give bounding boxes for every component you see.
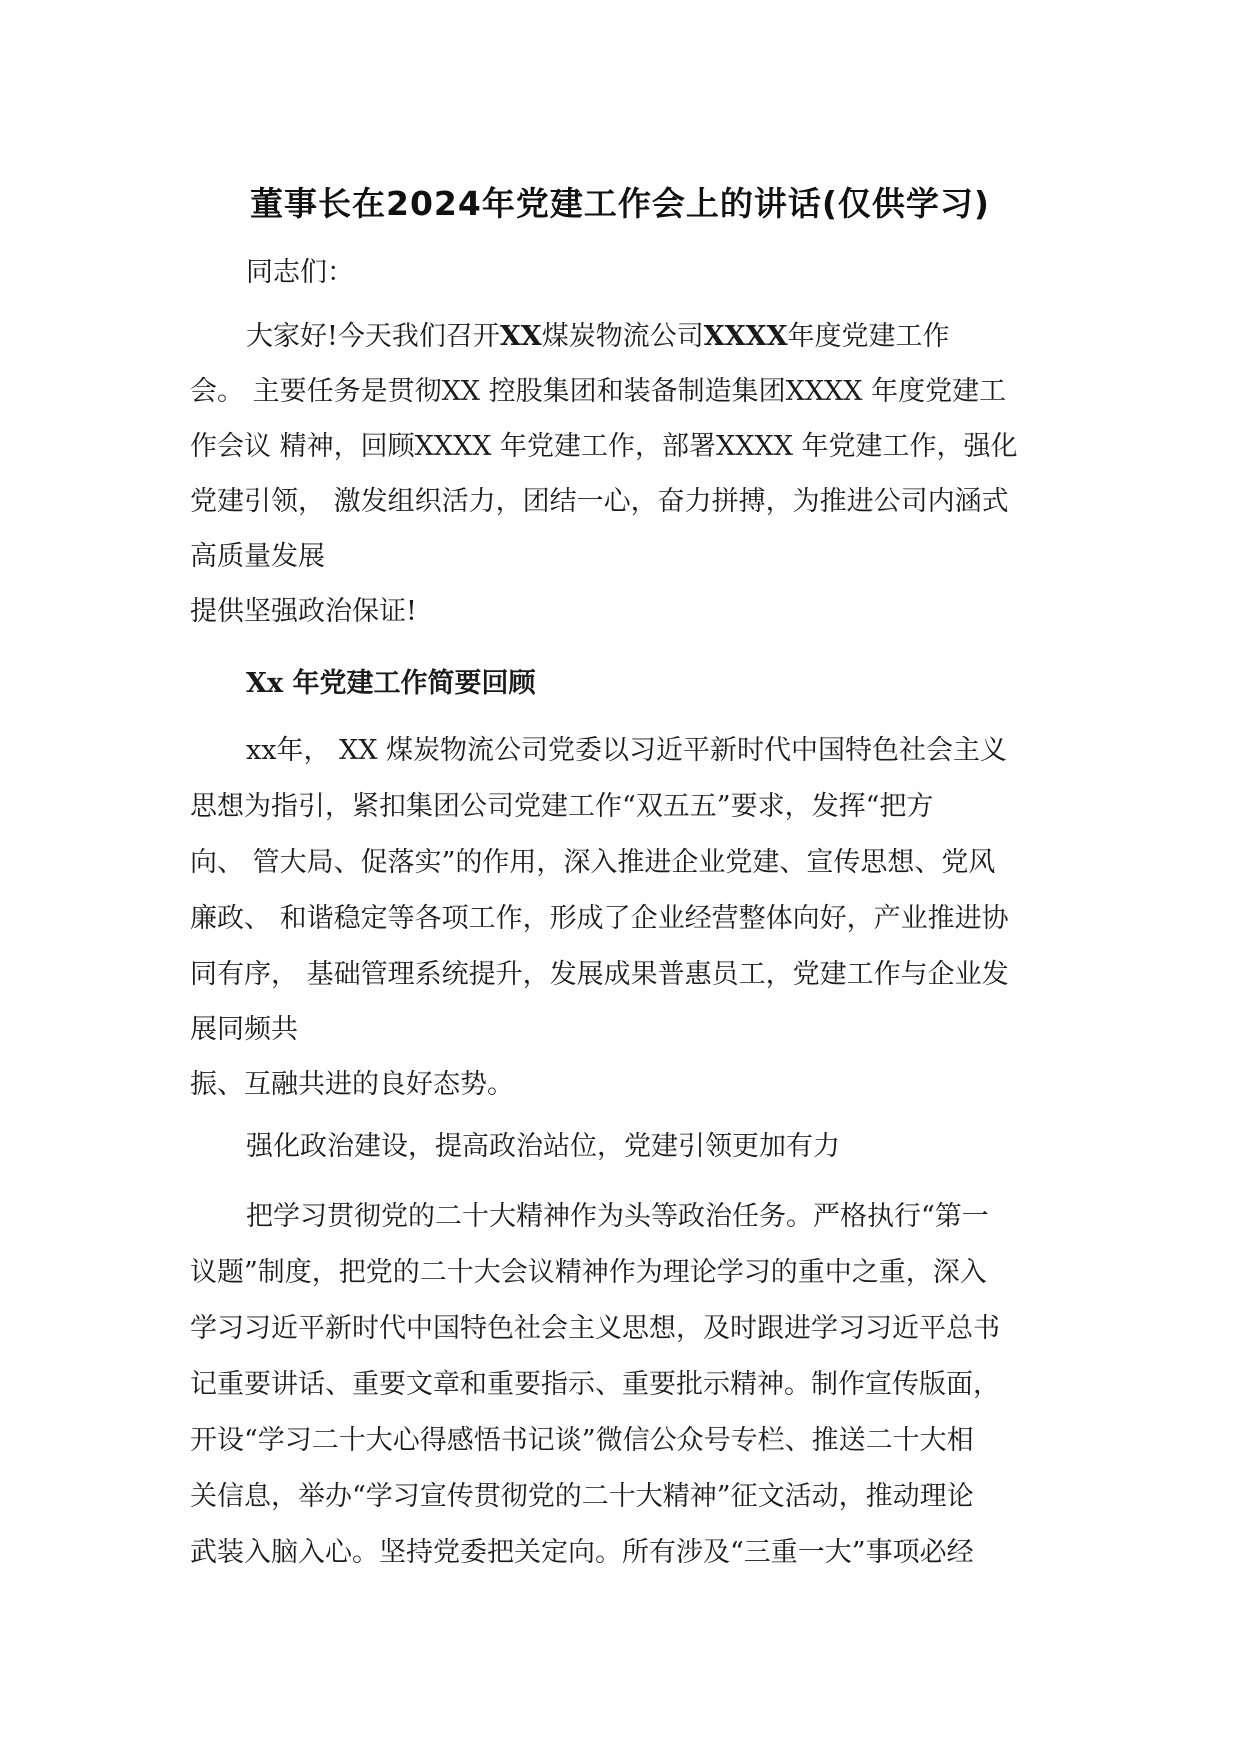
document-title: 董事长在2024年党建工作会上的讲话(仅供学习) [249,184,990,223]
intro-line-2: 会。 主要任务是贯彻XX 控股集团和装备制造集团XXXX 年度党建工 [190,376,1007,407]
paragraph-line: 廉政、 和谐稳定等各项工作，形成了企业经营整体向好，产业推进协 [190,903,1009,934]
paragraph-line: 关信息，举办“学习宣传贯彻党的二十大精神”征文活动，推动理论 [190,1481,974,1512]
paragraph-line: 振、互融共进的良好态势。 [190,1069,514,1100]
paragraph-line: 武装入脑入心。坚持党委把关定向。所有涉及“三重一大”事项必经 [190,1537,974,1568]
section-heading: Xx 年党建工作简要回顾 [246,668,536,699]
intro-text: 年度党建工作 [787,321,950,352]
paragraph-line: 思想为指引，紧扣集团公司党建工作“双五五”要求，发挥“把方 [190,791,934,822]
intro-text: 大家好!今天我们召开 [246,321,500,352]
paragraph-line: 把学习贯彻党的二十大精神作为头等政治任务。严格执行“第一 [246,1201,989,1232]
paragraph-line: 开设“学习二十大心得感悟书记谈”微信公众号专栏、推送二十大相 [190,1425,974,1456]
intro-line-1 [246,320,950,354]
paragraph-line: 学习习近平新时代中国特色社会主义思想，及时跟进学习习近平总书 [190,1313,1000,1344]
paragraph-line: 记重要讲话、重要文章和重要指示、重要批示精神。制作宣传版面， [190,1369,1000,1400]
paragraph-line: 展同频共 [190,1014,298,1045]
intro-bold-text: XXXX [703,321,788,352]
intro-line-3: 作会议 精神，回顾XXXX 年党建工作，部署XXXX 年党建工作，强化 [190,431,1018,462]
paragraph-line: 同有序， 基础管理系统提升，发展成果普惠员工，党建工作与企业发 [190,959,1009,990]
intro-line-6: 提供坚强政治保证! [190,596,417,627]
intro-text: 煤炭物流公司 [541,321,704,352]
intro-bold-text: XX [499,321,542,352]
salutation: 同志们： [246,257,354,288]
intro-line-5: 高质量发展 [190,541,325,572]
subsection-heading: 强化政治建设，提高政治站位，党建引领更加有力 [246,1131,840,1162]
paragraph-line: 议题”制度，把党的二十大会议精神作为理论学习的重中之重，深入 [190,1257,987,1288]
paragraph-line: xx年， XX 煤炭物流公司党委以习近平新时代中国特色社会主义 [246,735,1008,766]
paragraph-line: 向、 管大局、促落实”的作用，深入推进企业党建、宣传思想、党风 [190,847,996,878]
intro-line-4: 党建引领， 激发组织活力，团结一心，奋力拼搏，为推进公司内涵式 [190,486,1009,517]
